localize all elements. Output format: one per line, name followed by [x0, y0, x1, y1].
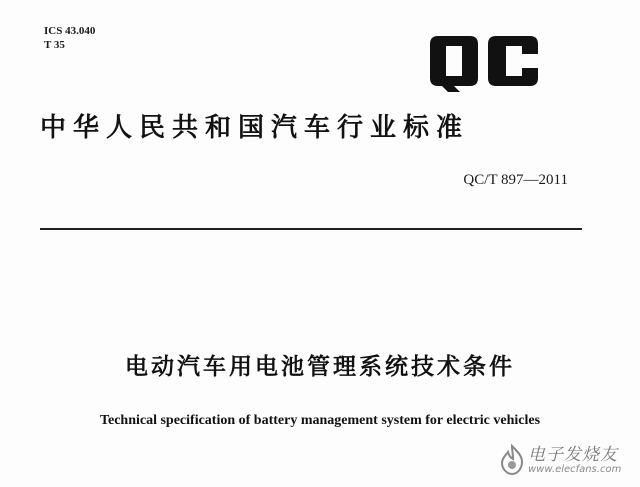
- ccs-code: T 35: [44, 39, 65, 51]
- watermark-logo-icon: [498, 444, 526, 476]
- qc-logo: [424, 34, 542, 94]
- standard-category-title: 中华人民共和国汽车行业标准: [40, 113, 470, 143]
- standard-number: QC/T 897—2011: [463, 172, 568, 188]
- document-title-chinese: 电动汽车用电池管理系统技术条件: [125, 354, 515, 380]
- classification-codes: [44, 24, 95, 52]
- document-title-english: Technical specification of battery management system for electric vehicles: [99, 413, 541, 428]
- watermark-name: 电子发烧友: [528, 445, 618, 465]
- watermark: [498, 438, 634, 482]
- ics-code: ICS 43.040: [44, 25, 96, 37]
- watermark-url: www.elecfans.com: [528, 464, 622, 475]
- header-divider: [40, 228, 582, 230]
